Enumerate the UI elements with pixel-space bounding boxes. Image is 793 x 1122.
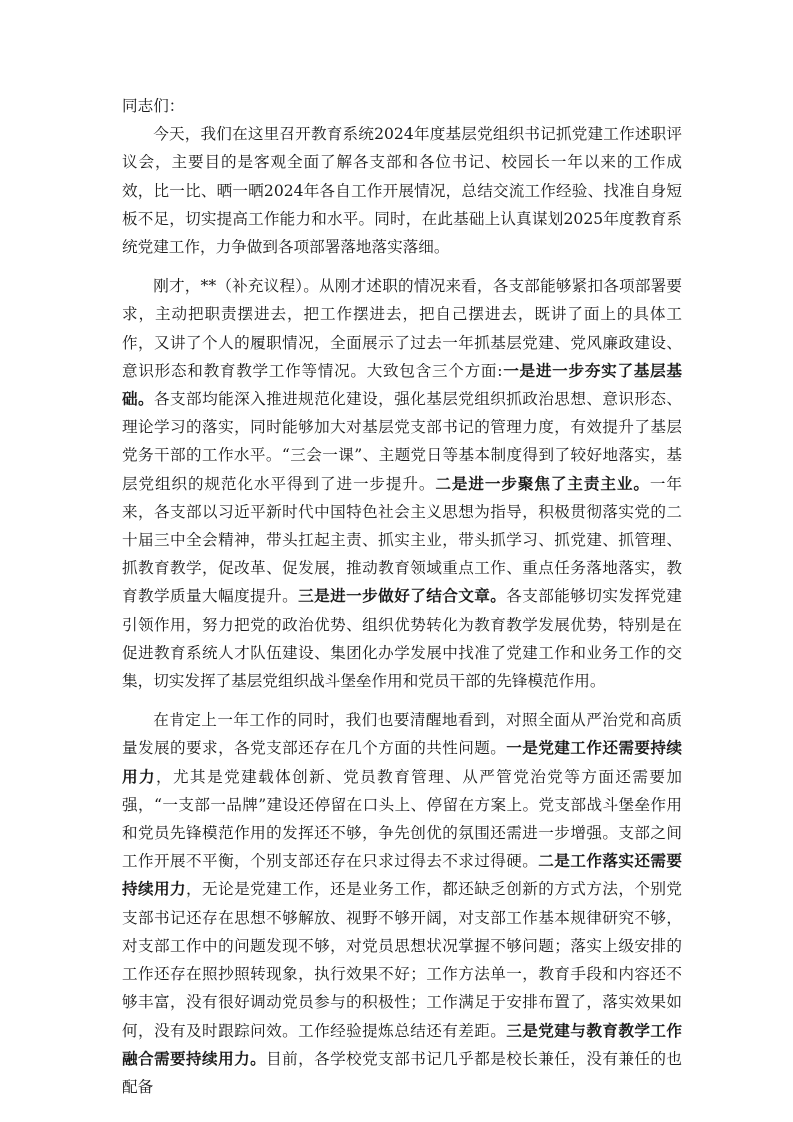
achievements-intro-text: 刚才，**（补充议程）。从刚才述职的情况来看，各支部能够紧扣各项部署要求，主动把职责摆进去，把工作摆进去，把自己摆进去，既讲了面上的具体工作，又讲了个人的履职情况，全面展示了过去一年抓基层党建、党风廉政建设、意识形态和教育教学工作等情况。大致包含三个方面: bbox=[122, 277, 682, 380]
achievement-detail-3: 各支部能够切实发挥党建引领作用，努力把党的政治优势、组织优势转化为教育教学发展优势，特别是在促进教育系统人才队伍建设、集团化办学发展中找准了党建工作和业务工作的交集，切实发挥了基层党组织战斗堡垒作用和党员干部的先锋模范作用。 bbox=[122, 587, 682, 691]
problem-detail-1: ，尤其是党建载体创新、党员教育管理、从严管党治党等方面还需要加强，“一支部一品牌”建设还停留在口头上、停留在方案上。党支部战斗堡垒作用和党员先锋模范作用的发挥还不够，争先创优的氛围还需进一步增强。支部之间工作开展不平衡，个别支部还存在只求过得去不求过得硬。 bbox=[122, 767, 682, 871]
paragraph-problems bbox=[122, 706, 682, 1101]
problem-point-3: 三是党建与教育教学工作融合需要持续用力。 bbox=[122, 1020, 682, 1068]
achievement-detail-2: 一年来，各支部以习近平新时代中国特色社会主义思想为指导，积极贯彻落实党的二十届三中全会精神，带头扛起主责、抓实主业，带头抓学习、抓党建、抓管理、抓教育教学，促改革、促发展，推动教育领域重点工作、重点任务落地落实，教育教学质量大幅度提升。 bbox=[122, 474, 682, 606]
document-page bbox=[122, 92, 682, 1101]
achievement-point-3: 三是进一步做好了结合文章。 bbox=[298, 586, 507, 606]
achievement-point-1: 一是进一步夯实了基层基础。 bbox=[122, 360, 682, 409]
problem-detail-2: ，无论是党建工作，还是业务工作，都还缺乏创新的方式方法，个别党支部书记还存在思想不够解放、视野不够开阔，对支部工作基本规律研究不够，对支部工作中的问题发现不够，对党员思想状况掌握不够问题；落实上级安排的工作还存在照抄照转现象，执行效果不好；工作方法单一，教育手段和内容还不够丰富，没有很好调动党员参与的积极性；工作满足于安排布置了，落实效果如何，没有及时跟踪问效。工作经验提炼总结还有差距。 bbox=[122, 880, 682, 1040]
paragraph-achievements bbox=[122, 272, 682, 695]
achievement-point-2: 二是进一步聚焦了主责主业。 bbox=[435, 473, 650, 493]
problem-point-1: 一是党建工作还需要持续用力 bbox=[122, 738, 682, 786]
paragraph-opening: 今天，我们在这里召开教育系统2024年度基层党组织书记抓党建工作述职评议会，主要目的是客观全面了解各支部和各位书记、校园长一年以来的工作成效，比一比、晒一晒2024年各自工作开展情况，总结交流工作经验、找准自身短板不足，切实提高工作能力和水平。同时，在此基础上认真谋划2025年度教育系统党建工作，力争做到各项部署落地落实落细。 bbox=[122, 125, 682, 257]
problem-point-2: 二是工作落实还需要持续用力 bbox=[122, 851, 682, 899]
problem-detail-3: 目前，各学校党支部书记几乎都是校长兼任，没有兼任的也配备 bbox=[122, 1049, 682, 1096]
salutation: 同志们： bbox=[122, 97, 185, 115]
achievement-detail-1: 各支部均能深入推进规范化建设，强化基层党组织抓政治思想、意识形态、理论学习的落实，同时能够加大对基层党支部书记的管理力度，有效提升了基层党务干部的工作水平。“三会一课”、主题党日等基本制度得到了较好地落实，基层党组织的规范化水平得到了进一步提升。 bbox=[122, 390, 682, 493]
problems-intro-text: 在肯定上一年工作的同时，我们也要清醒地看到，对照全面从严治党和高质量发展的要求，各党支部还存在几个方面的共性问题。 bbox=[122, 711, 682, 758]
